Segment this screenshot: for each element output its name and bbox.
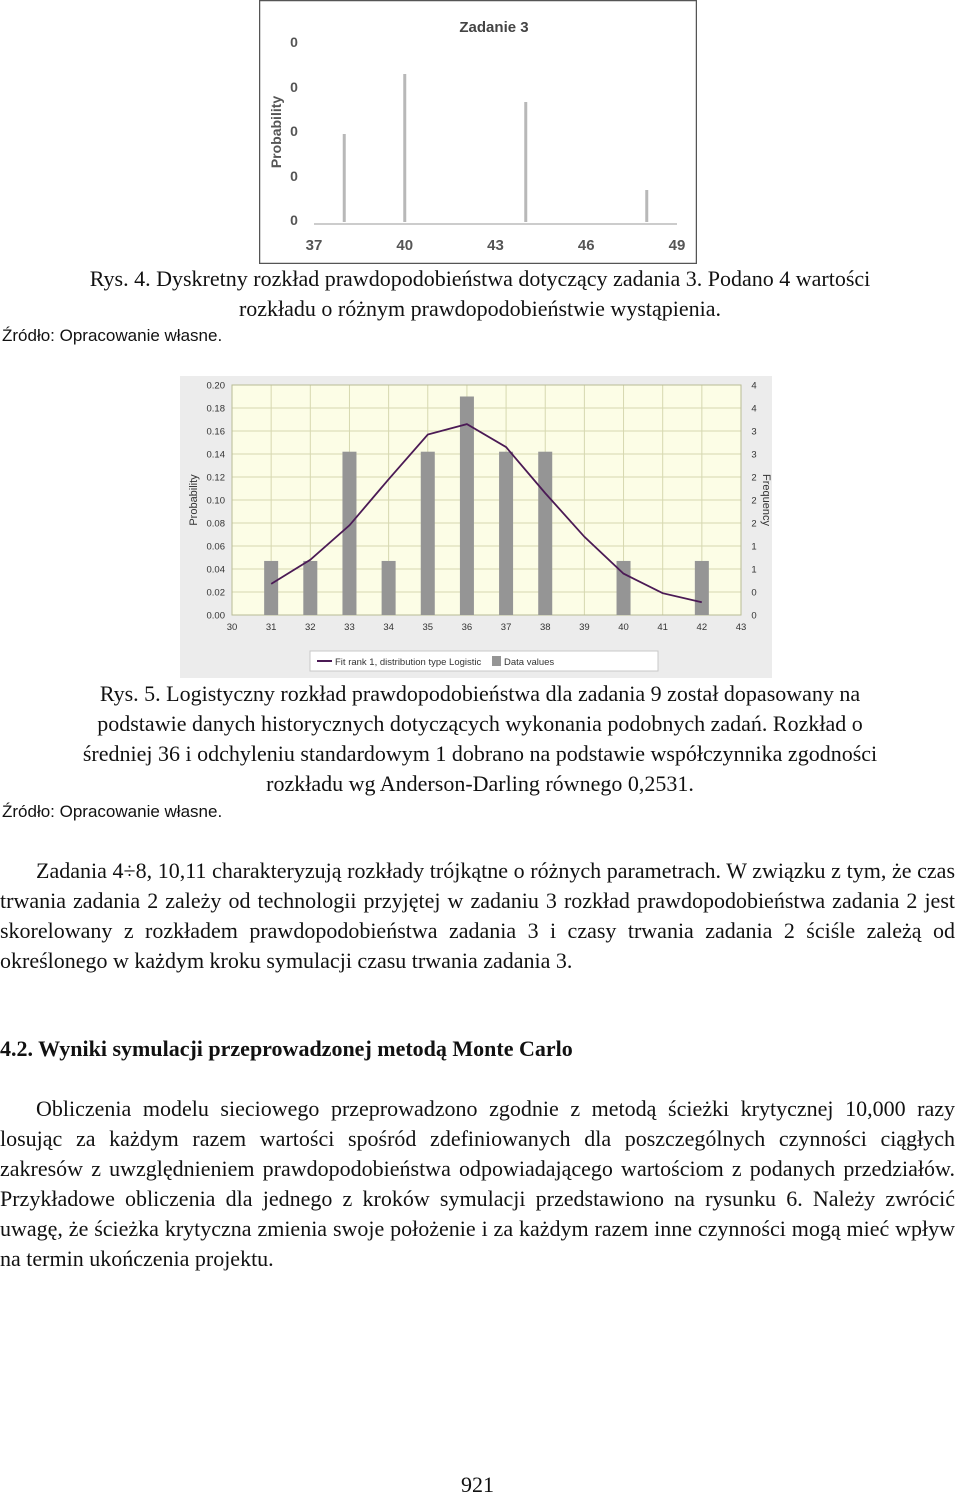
figure-5-x-tick: 40 <box>618 622 629 633</box>
figure-4-x-tick: 46 <box>577 237 595 254</box>
figure-5-y-right-tick: 0 <box>751 587 757 599</box>
figure-4-chart <box>259 0 697 264</box>
figure-5-bar <box>538 452 552 615</box>
figure-4-x-tick: 40 <box>396 237 414 254</box>
figure-4-bar <box>524 102 527 222</box>
figure-5-source: Źródło: Opracowanie własne. <box>2 802 223 821</box>
figure-5-x-tick: 30 <box>226 622 238 633</box>
figure-5-x-tick: 34 <box>383 622 394 633</box>
figure-5-y-tick: 0.04 <box>206 564 225 576</box>
figure-5-caption-line-4: rozkładu wg Anderson-Darling równego 0,2531. <box>266 771 694 796</box>
figure-4-y-tick: 0 <box>290 168 298 184</box>
figure-5-legend-line-label: Fit rank 1, distribution type Logistic <box>335 657 482 668</box>
figure-5-x-tick: 32 <box>305 622 316 633</box>
figure-4-x-tick: 43 <box>487 237 504 254</box>
figure-5-y-right-tick: 3 <box>751 449 757 461</box>
figure-5-y-right-tick: 0 <box>751 610 757 622</box>
figure-5-x-tick: 33 <box>344 622 355 633</box>
figure-5-legend-bar-label: Data values <box>504 657 555 668</box>
figure-5-bar <box>342 452 356 615</box>
figure-5-bar <box>421 452 435 615</box>
figure-5-y-tick: 0.14 <box>206 449 225 461</box>
figure-5-y-right-tick: 1 <box>751 564 757 576</box>
figure-5-bar <box>303 561 317 615</box>
section-heading: 4.2. Wyniki symulacji przeprowadzonej metodą Monte Carlo <box>0 1036 573 1061</box>
figure-4-y-tick: 0 <box>290 123 298 139</box>
figure-5-caption-line-3: średniej 36 i odchyleniu standardowym 1 dobrano na podstawie współczynnika zgodności <box>82 741 878 766</box>
figure-5-caption-line-2: podstawie danych historycznych dotyczących wykonania podobnych zadań. Rozkład o <box>97 711 863 736</box>
figure-4-caption-line-1: Rys. 4. Dyskretny rozkład prawdopodobieństwa dotyczący zadania 3. Podano 4 wartości <box>89 266 871 291</box>
figure-5-x-tick: 36 <box>461 622 473 633</box>
figure-5-y-tick: 0.00 <box>206 610 225 622</box>
figure-5-y-tick: 0.12 <box>206 472 225 484</box>
figure-4-caption <box>0 264 960 324</box>
figure-4-y-tick: 0 <box>290 212 298 228</box>
figure-5-y-right-tick: 3 <box>751 426 757 438</box>
figure-5-x-tick: 42 <box>696 622 708 633</box>
figure-4-ylabel: Probability <box>268 95 284 169</box>
figure-5-y-tick: 0.18 <box>206 403 225 415</box>
figure-5 <box>180 376 772 678</box>
figure-5-caption <box>0 679 960 799</box>
figure-5-x-tick: 41 <box>657 622 668 633</box>
figure-5-x-tick: 43 <box>735 622 747 633</box>
figure-4 <box>259 0 697 264</box>
figure-5-x-tick: 39 <box>579 622 590 633</box>
figure-4-bar <box>645 190 648 222</box>
figure-5-y-right-tick: 4 <box>751 403 757 415</box>
figure-4-y-tick: 0 <box>290 79 298 95</box>
paragraph-1: Zadania 4÷8, 10,11 charakteryzują rozkłady trójkątne o różnych parametrach. W związku z tym, że czas trwania zadania 2 zależy od technologii przyjętej w zadaniu 3 rozkład prawdopodobieństwa zadania 2 jest skorelowany z rozkładem prawdopodobieństwa zadania 3 i czasy trwania zadania 2 ściśle zależą od określonego w każdym kroku symulacji czasu trwania zadania 3. <box>0 858 955 973</box>
figure-5-y-right-tick: 4 <box>751 380 757 392</box>
figure-4-title: Zadanie 3 <box>459 19 529 36</box>
figure-5-ylabel: Probability <box>188 474 200 526</box>
figure-5-x-tick: 31 <box>265 622 277 633</box>
figure-4-bar <box>343 134 346 222</box>
figure-5-bar <box>695 561 709 615</box>
figure-4-bar <box>403 74 406 222</box>
figure-5-bar <box>499 452 513 615</box>
figure-5-y-right-tick: 2 <box>751 495 757 507</box>
figure-5-legend-bar-swatch <box>492 656 501 666</box>
figure-5-ylabel-right: Frequency <box>760 474 772 526</box>
figure-4-x-tick: 37 <box>305 237 323 254</box>
figure-5-y-tick: 0.06 <box>206 541 225 553</box>
figure-5-y-right-tick: 1 <box>751 541 757 553</box>
figure-5-x-tick: 38 <box>539 622 551 633</box>
figure-4-caption-line-2: rozkładu o różnym prawdopodobieństwie wystąpienia. <box>238 296 722 321</box>
figure-5-y-right-tick: 2 <box>751 518 757 530</box>
figure-5-bar <box>264 561 278 615</box>
figure-5-y-tick: 0.10 <box>206 495 225 507</box>
figure-5-x-tick: 35 <box>422 622 434 633</box>
figure-5-bar <box>382 561 396 615</box>
figure-5-caption-line-1: Rys. 5. Logistyczny rozkład prawdopodobieństwa dla zadania 9 został dopasowany na <box>99 681 861 706</box>
figure-4-y-tick: 0 <box>290 34 298 50</box>
figure-5-bar <box>460 397 474 616</box>
paragraph-2: Obliczenia modelu sieciowego przeprowadzono zgodnie z metodą ścieżki krytycznej 10,000 razy losując za każdym razem wartości spośród zdefiniowanych dla poszczególnych czynności ciągłych zakresów z uwzględnieniem prawdopodobieństwa odpowiadającego wartościom z podanych przedziałów. Przykładowe obliczenia dla jednego z kroków symulacji przedstawiono na rysunku 6. Należy zwrócić uwagę, że ścieżka krytyczna zmienia swoje położenie i za każdym razem inne czynności mogą mieć wpływ na termin ukończenia projektu. <box>0 1096 955 1271</box>
figure-4-x-tick: 49 <box>668 237 686 254</box>
figure-4-source: Źródło: Opracowanie własne. <box>2 326 223 345</box>
figure-5-y-tick: 0.16 <box>206 426 225 438</box>
figure-5-y-right-tick: 2 <box>751 472 757 484</box>
figure-5-x-tick: 37 <box>500 622 512 633</box>
figure-5-y-tick: 0.20 <box>206 380 225 392</box>
page-number: 921 <box>461 1472 494 1497</box>
figure-5-chart <box>180 376 772 678</box>
figure-5-y-tick: 0.08 <box>206 518 225 530</box>
figure-5-y-tick: 0.02 <box>206 587 225 599</box>
